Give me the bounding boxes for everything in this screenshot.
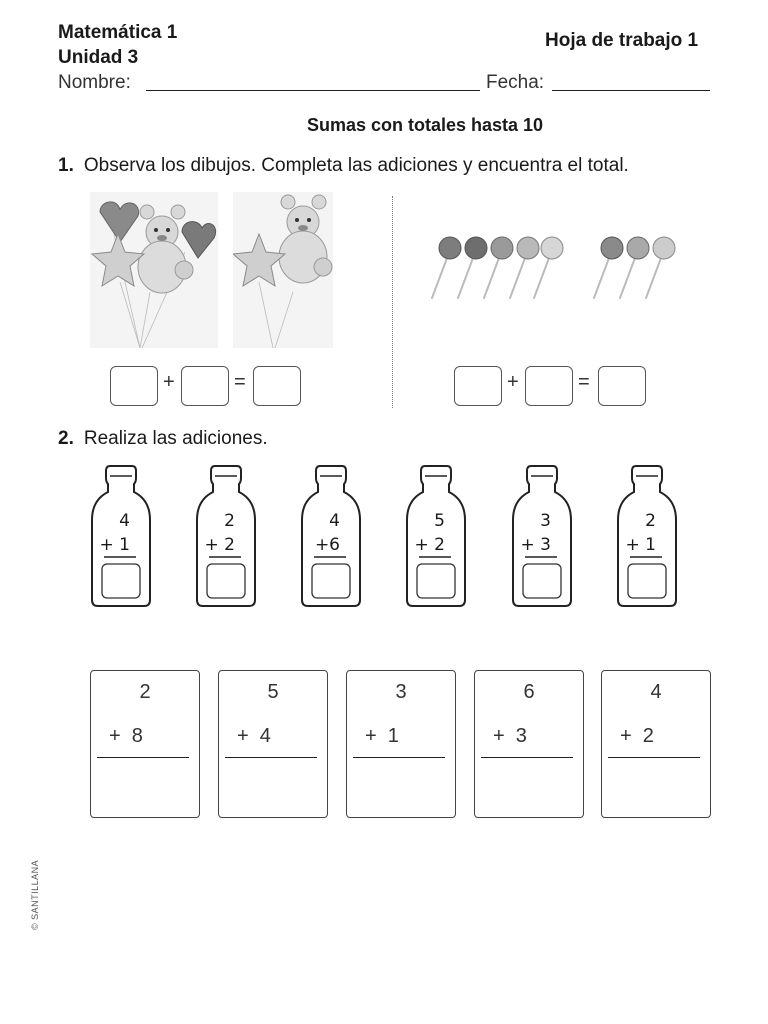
bottle-4 (405, 464, 467, 610)
q1-instruction (58, 155, 629, 177)
card-answer-area[interactable] (608, 763, 702, 811)
date-label: Fecha: (486, 72, 545, 93)
card-addend: + 2 (620, 725, 654, 747)
subject-title: Matemática 1 (58, 22, 178, 43)
balloons-teddy-image-1 (90, 192, 218, 348)
bottle-bottom-number: + 2 (414, 535, 445, 555)
card-addend: + 3 (493, 725, 527, 747)
card-answer-area[interactable] (225, 763, 319, 811)
q1-number: 1. (58, 155, 74, 176)
q1-left-equals: = (234, 371, 246, 393)
q1-left-addend-1-box[interactable] (110, 366, 158, 406)
q1-text: Observa los dibujos. Completa las adiciones y encuentra el total. (83, 155, 629, 176)
bottle-bottom-number: + 2 (204, 535, 235, 555)
q2-instruction (58, 428, 268, 450)
section-divider (392, 196, 393, 408)
card-addend: + 1 (365, 725, 399, 747)
bottle-top-number: 3 (540, 511, 551, 531)
bottle-answer-box[interactable] (102, 564, 140, 598)
card-sum-line (225, 757, 317, 758)
card-addend: + 4 (237, 725, 271, 747)
card-sum-line (97, 757, 189, 758)
bottle-top-number: 2 (224, 511, 235, 531)
q1-right-total-box[interactable] (598, 366, 646, 406)
q1-left-plus: + (163, 371, 175, 393)
card-sum-line (608, 757, 700, 758)
q1-right-addend-1-box[interactable] (454, 366, 502, 406)
bottle-bottom-number: +6 (314, 535, 340, 555)
bottle-top-number: 5 (434, 511, 445, 531)
bottle-6 (616, 464, 678, 610)
bottle-2 (195, 464, 257, 610)
copyright: © SANTILLANA (30, 859, 40, 930)
name-label: Nombre: (58, 72, 131, 93)
bottle-top-number: 2 (645, 511, 656, 531)
bottle-bottom-number: + 3 (520, 535, 551, 555)
q2-text: Realiza las adiciones. (83, 428, 268, 449)
card-top-number: 3 (395, 681, 407, 703)
q1-left-total-box[interactable] (253, 366, 301, 406)
bottle-bottom-number: + 1 (625, 535, 656, 555)
card-top-number: 6 (523, 681, 535, 703)
bottle-top-number: 4 (119, 511, 130, 531)
card-top-number: 2 (139, 681, 151, 703)
card-addend: + 8 (109, 725, 143, 747)
addition-card-5 (601, 670, 711, 818)
page-title: Sumas con totales hasta 10 (306, 115, 544, 135)
bottle-answer-box[interactable] (628, 564, 666, 598)
bottle-top-number: 4 (329, 511, 340, 531)
card-sum-line (481, 757, 573, 758)
card-answer-area[interactable] (353, 763, 447, 811)
bottle-1 (90, 464, 152, 610)
card-top-number: 4 (650, 681, 662, 703)
bottle-bottom-number: + 1 (99, 535, 130, 555)
unit-title: Unidad 3 (58, 47, 139, 68)
card-answer-area[interactable] (97, 763, 191, 811)
lollipops-image (428, 232, 688, 304)
bottle-answer-box[interactable] (207, 564, 245, 598)
q1-right-addend-2-box[interactable] (525, 366, 573, 406)
addition-card-4 (474, 670, 584, 818)
addition-card-3 (346, 670, 456, 818)
q1-left-addend-2-box[interactable] (181, 366, 229, 406)
bottle-answer-box[interactable] (523, 564, 561, 598)
q1-right-equals: = (578, 371, 590, 393)
addition-card-1 (90, 670, 200, 818)
balloons-teddy-image-2 (233, 192, 333, 348)
card-answer-area[interactable] (481, 763, 575, 811)
date-field-line[interactable] (552, 90, 710, 91)
bottle-answer-box[interactable] (417, 564, 455, 598)
card-sum-line (353, 757, 445, 758)
bottle-answer-box[interactable] (312, 564, 350, 598)
card-top-number: 5 (267, 681, 279, 703)
bottle-5 (511, 464, 573, 610)
addition-card-2 (218, 670, 328, 818)
name-field-line[interactable] (146, 90, 480, 91)
q1-right-plus: + (507, 371, 519, 393)
q2-number: 2. (58, 428, 74, 449)
bottle-3 (300, 464, 362, 610)
sheet-title: Hoja de trabajo 1 (545, 30, 699, 51)
